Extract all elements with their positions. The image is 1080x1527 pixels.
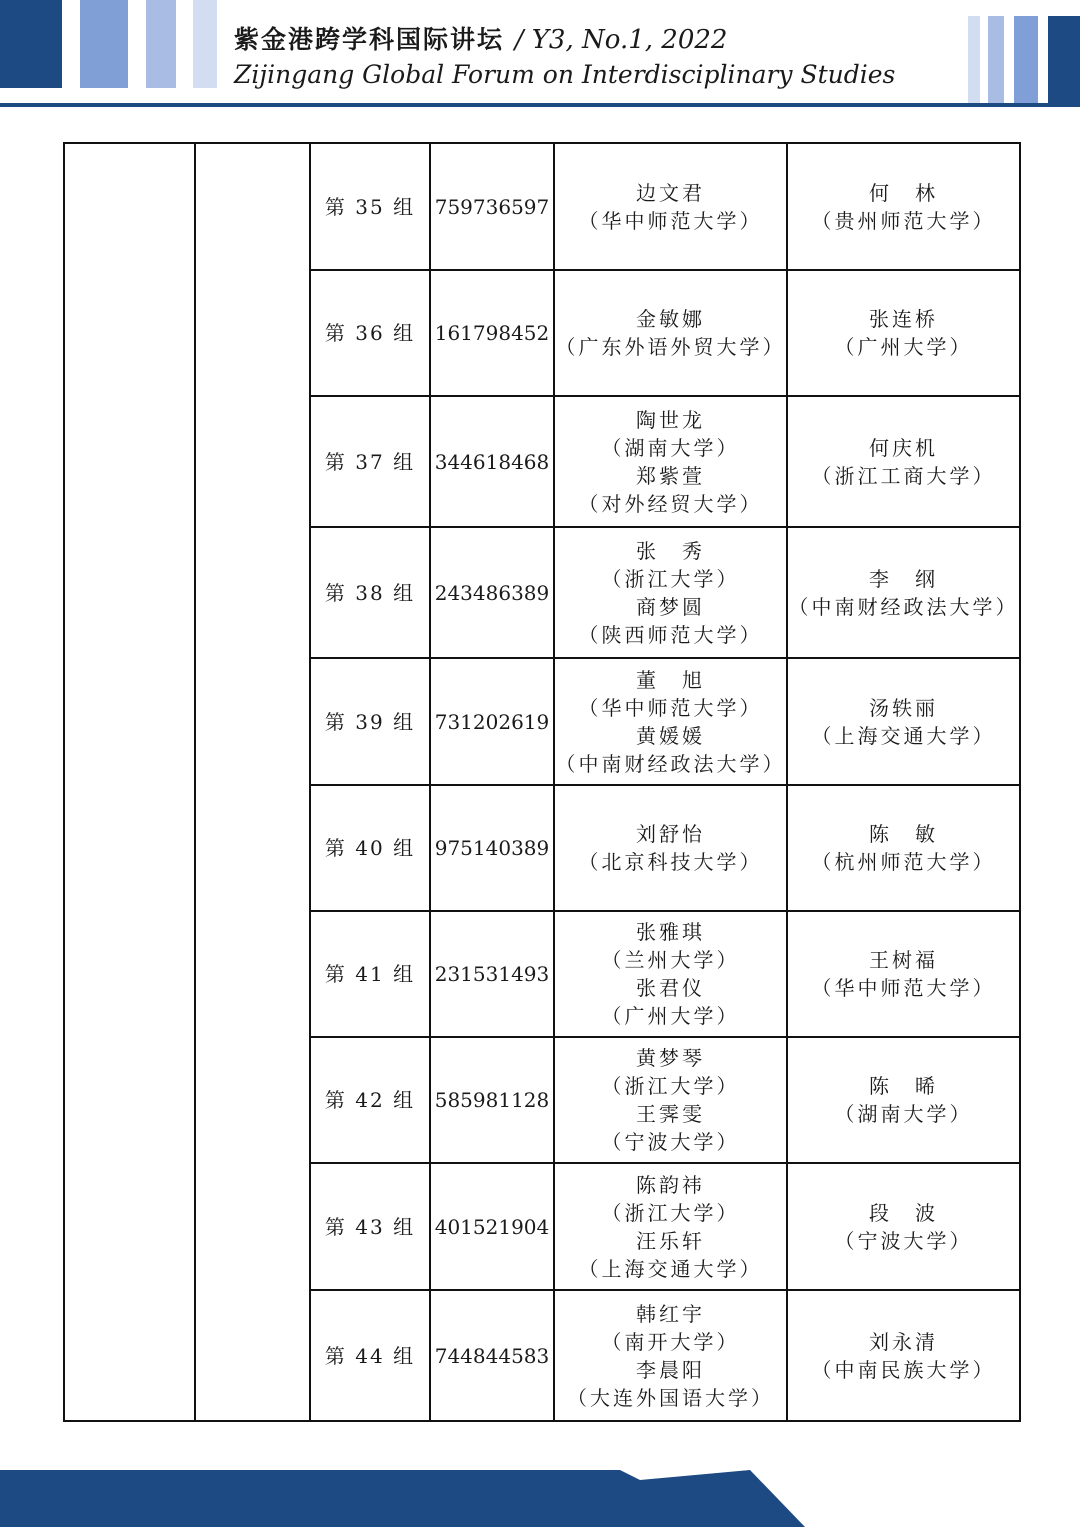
presenter-affiliation: （广州大学）	[601, 1004, 740, 1028]
schedule-table-body	[64, 143, 1020, 1421]
meeting-id-cell: 744844583	[430, 1290, 554, 1421]
presenter-affiliation: （浙江大学）	[601, 1074, 740, 1098]
journal-title-cn: 紫金港跨学科国际讲坛	[234, 25, 505, 54]
chair-cell	[787, 658, 1020, 785]
chair-name: 王树福	[869, 948, 938, 972]
presenter-affiliation: （大连外国语大学）	[567, 1385, 774, 1410]
chair-name: 何庆机	[869, 435, 938, 460]
presenter-affiliation: （上海交通大学）	[578, 1256, 763, 1281]
presenter-affiliation: （浙江大学）	[601, 1200, 740, 1225]
footer-band	[0, 1470, 1080, 1527]
chair-cell	[787, 785, 1020, 911]
chair-cell	[787, 270, 1020, 396]
presenter-name: 黄媛媛	[636, 723, 705, 748]
presenter-affiliation: （对外经贸大学）	[578, 491, 763, 516]
presenter-name: 边文君	[636, 180, 705, 205]
presenter-name: 张雅琪	[636, 920, 705, 944]
presenter-affiliation: （广东外语外贸大学）	[555, 335, 786, 359]
meeting-id-cell: 759736597	[430, 143, 554, 270]
chair-affiliation: （宁波大学）	[834, 1228, 973, 1253]
presenter-name: 陈韵祎	[636, 1172, 705, 1197]
chair-name: 何 林	[869, 180, 938, 205]
chair-name: 张连桥	[869, 307, 938, 331]
presenter-name: 商梦圆	[636, 594, 705, 619]
presenter-name: 王霁雯	[636, 1102, 705, 1126]
presenters-cell	[554, 1037, 787, 1163]
group-cell: 第 43 组	[310, 1163, 430, 1290]
chair-affiliation: （湖南大学）	[834, 1102, 973, 1126]
presenters-cell	[554, 785, 787, 911]
chair-affiliation: （广州大学）	[834, 335, 973, 359]
schedule-table	[63, 142, 1021, 1422]
presenters-cell	[554, 143, 787, 270]
presenter-name: 郑紫萱	[636, 463, 705, 488]
group-cell: 第 35 组	[310, 143, 430, 270]
chair-name: 陈 敏	[869, 822, 938, 846]
chair-affiliation: （上海交通大学）	[811, 723, 996, 748]
meeting-id-cell: 161798452	[430, 270, 554, 396]
presenters-cell	[554, 396, 787, 527]
table-row	[64, 143, 1020, 270]
group-cell: 第 39 组	[310, 658, 430, 785]
chair-affiliation: （华中师范大学）	[811, 976, 996, 1000]
group-cell: 第 44 组	[310, 1290, 430, 1421]
presenter-name: 黄梦琴	[636, 1046, 705, 1070]
chair-cell	[787, 527, 1020, 658]
chair-affiliation: （中南民族大学）	[811, 1357, 996, 1382]
presenter-affiliation: （中南财经政法大学）	[555, 751, 786, 776]
chair-affiliation: （中南财经政法大学）	[788, 594, 1019, 619]
meeting-id-cell: 731202619	[430, 658, 554, 785]
chair-cell	[787, 143, 1020, 270]
category-cell	[64, 143, 195, 1421]
presenter-name: 张 秀	[636, 538, 705, 563]
chair-cell	[787, 1163, 1020, 1290]
presenter-name: 刘舒怡	[636, 822, 705, 846]
chair-affiliation: （贵州师范大学）	[811, 208, 996, 233]
presenter-affiliation: （宁波大学）	[601, 1130, 740, 1154]
presenters-cell	[554, 1163, 787, 1290]
group-cell: 第 36 组	[310, 270, 430, 396]
chair-cell	[787, 1290, 1020, 1421]
presenter-affiliation: （陕西师范大学）	[578, 622, 763, 647]
presenter-affiliation: （北京科技大学）	[578, 850, 763, 874]
chair-name: 刘永清	[869, 1329, 938, 1354]
group-cell: 第 38 组	[310, 527, 430, 658]
group-cell: 第 37 组	[310, 396, 430, 527]
presenter-name: 韩红宇	[636, 1301, 705, 1326]
presenters-cell	[554, 1290, 787, 1421]
chair-name: 汤轶丽	[869, 695, 938, 720]
group-cell: 第 42 组	[310, 1037, 430, 1163]
presenter-affiliation: （湖南大学）	[601, 435, 740, 460]
presenters-cell	[554, 527, 787, 658]
presenter-affiliation: （华中师范大学）	[578, 208, 763, 233]
meeting-id-cell: 344618468	[430, 396, 554, 527]
presenter-affiliation: （浙江大学）	[601, 566, 740, 591]
time-cell	[195, 143, 310, 1421]
presenter-name: 陶世龙	[636, 407, 705, 432]
presenter-name: 董 旭	[636, 667, 705, 692]
chair-affiliation: （浙江工商大学）	[811, 463, 996, 488]
chair-affiliation: （杭州师范大学）	[811, 850, 996, 874]
presenters-cell	[554, 658, 787, 785]
chair-cell	[787, 1037, 1020, 1163]
group-cell: 第 41 组	[310, 911, 430, 1037]
presenter-name: 张君仪	[636, 976, 705, 1000]
presenter-affiliation: （华中师范大学）	[578, 695, 763, 720]
presenter-affiliation: （南开大学）	[601, 1329, 740, 1354]
meeting-id-cell: 975140389	[430, 785, 554, 911]
presenter-name: 汪乐轩	[636, 1228, 705, 1253]
header-rule	[0, 103, 1080, 107]
issue-label: / Y3, No.1, 2022	[514, 25, 728, 55]
meeting-id-cell: 243486389	[430, 527, 554, 658]
presenters-cell	[554, 911, 787, 1037]
presenter-name: 李晨阳	[636, 1357, 705, 1382]
presenters-cell	[554, 270, 787, 396]
journal-title	[234, 20, 727, 56]
chair-cell	[787, 911, 1020, 1037]
chair-name: 段 波	[869, 1200, 938, 1225]
presenter-affiliation: （兰州大学）	[601, 948, 740, 972]
group-cell: 第 40 组	[310, 785, 430, 911]
meeting-id-cell: 401521904	[430, 1163, 554, 1290]
meeting-id-cell: 231531493	[430, 911, 554, 1037]
meeting-id-cell: 585981128	[430, 1037, 554, 1163]
chair-name: 陈 晞	[869, 1074, 938, 1098]
journal-title-en: Zijingang Global Forum on Interdisciplinary Studies	[234, 60, 896, 89]
chair-name: 李 纲	[869, 566, 938, 591]
chair-cell	[787, 396, 1020, 527]
presenter-name: 金敏娜	[636, 307, 705, 331]
